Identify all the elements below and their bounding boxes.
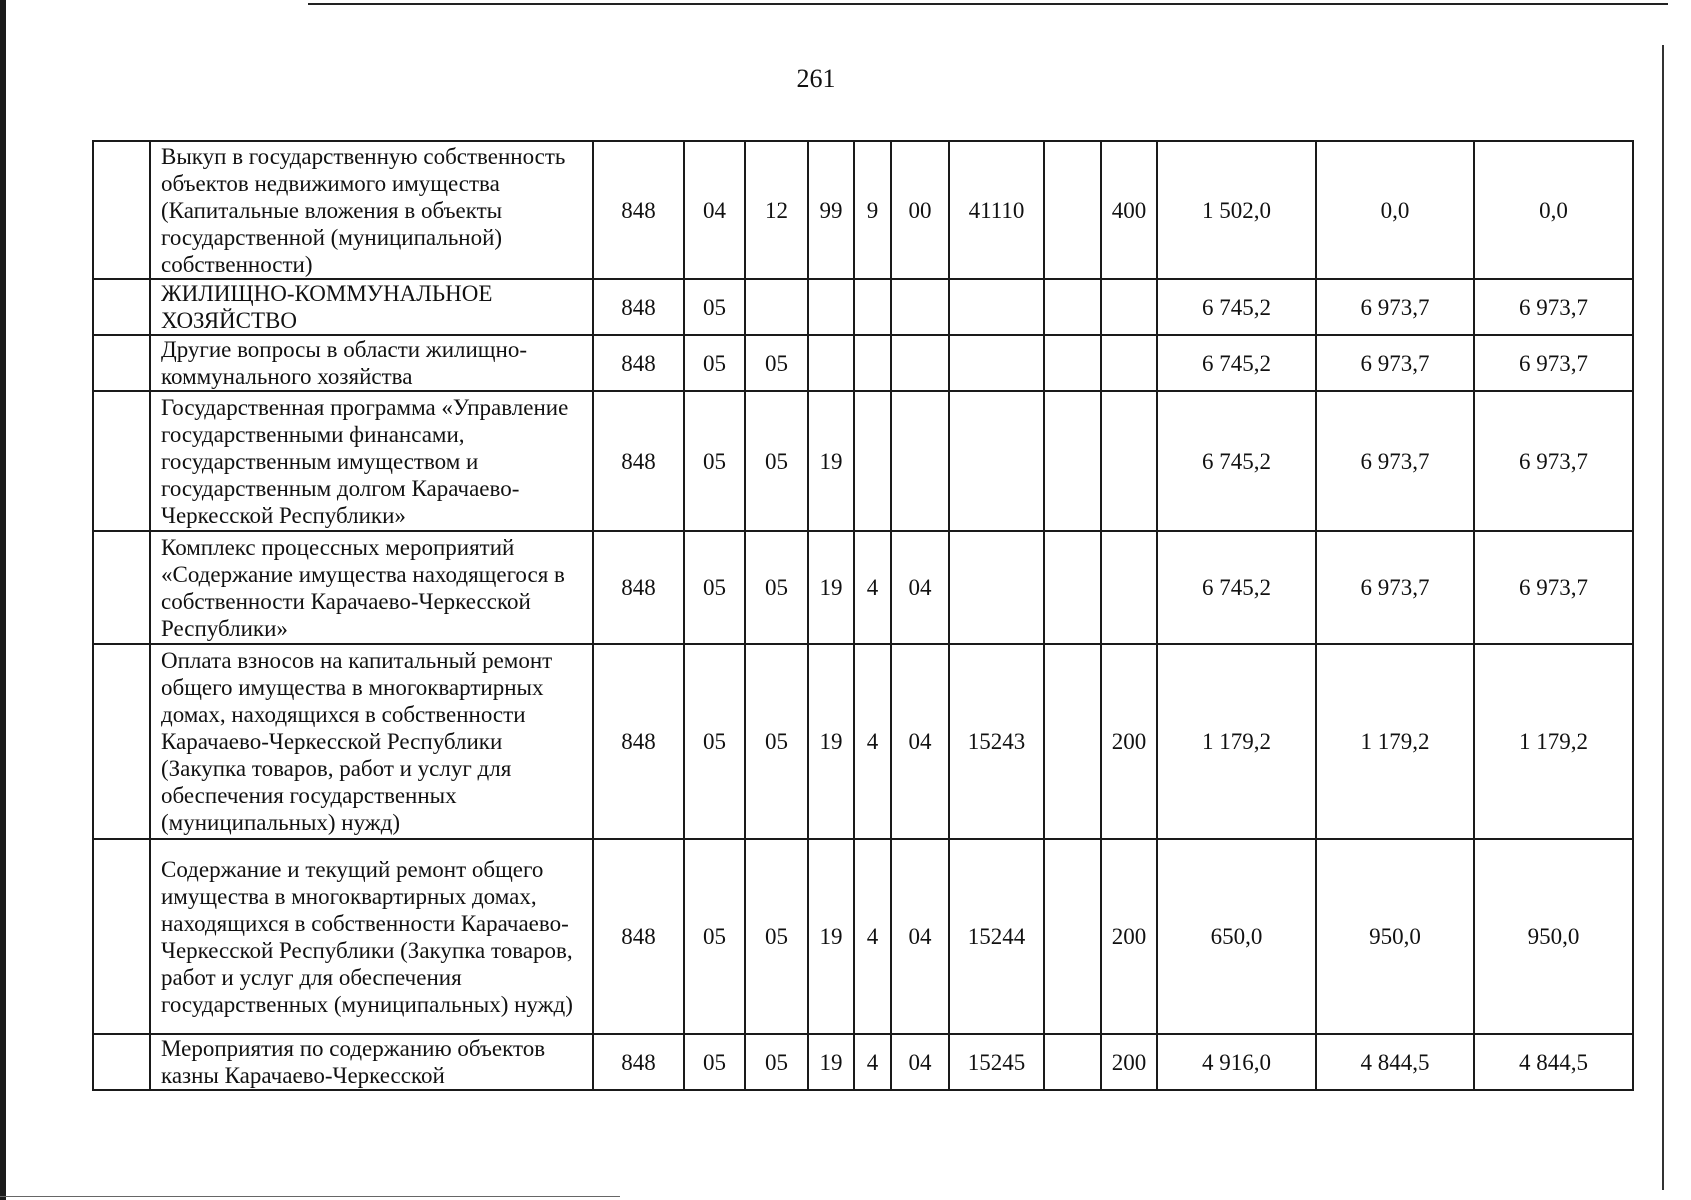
expense-type-code bbox=[1101, 335, 1157, 391]
program-code: 19 bbox=[808, 839, 854, 1034]
row-name: Выкуп в государственную собственность объектов недвижимого имущества (Капитальные вложения в объекты государственной (муниципальной) собственности) bbox=[150, 141, 593, 279]
amount-year-3: 6 973,7 bbox=[1474, 335, 1633, 391]
direction-code bbox=[949, 335, 1044, 391]
program-code: 99 bbox=[808, 141, 854, 279]
subprogram-code: 04 bbox=[891, 1034, 949, 1090]
amount-year-1: 650,0 bbox=[1157, 839, 1316, 1034]
row-name: Оплата взносов на капитальный ремонт общего имущества в многоквартирных домах, находящихся в собственности Карачаево-Черкесской Республики (Закупка товаров, работ и услуг для обеспечения государственных (муниципальных) нужд) bbox=[150, 644, 593, 839]
page-number: 261 bbox=[796, 64, 836, 93]
type-code: 4 bbox=[854, 531, 891, 644]
amount-year-2: 6 973,7 bbox=[1316, 391, 1474, 531]
expense-type-code bbox=[1101, 279, 1157, 335]
section-code: 05 bbox=[684, 839, 745, 1034]
subprogram-code: 00 bbox=[891, 141, 949, 279]
amount-year-2: 6 973,7 bbox=[1316, 279, 1474, 335]
subsection-code: 05 bbox=[745, 531, 808, 644]
subsection-code: 05 bbox=[745, 335, 808, 391]
extra-code bbox=[1044, 644, 1101, 839]
extra-code bbox=[1044, 141, 1101, 279]
scan-left-edge bbox=[0, 0, 6, 1200]
amount-year-3: 6 973,7 bbox=[1474, 279, 1633, 335]
blank-cell bbox=[93, 335, 150, 391]
subprogram-code bbox=[891, 391, 949, 531]
amount-year-2: 6 973,7 bbox=[1316, 531, 1474, 644]
amount-year-2: 4 844,5 bbox=[1316, 1034, 1474, 1090]
ved-code: 848 bbox=[593, 279, 684, 335]
section-code: 05 bbox=[684, 335, 745, 391]
row-name: Содержание и текущий ремонт общего имущества в многоквартирных домах, находящихся в собственности Карачаево-Черкесской Республики (Закупка товаров, работ и услуг для обеспечения государственных (муниципальных) нужд) bbox=[150, 839, 593, 1034]
subprogram-code: 04 bbox=[891, 531, 949, 644]
program-code bbox=[808, 335, 854, 391]
row-name: ЖИЛИЩНО-КОММУНАЛЬНОЕ ХОЗЯЙСТВО bbox=[150, 279, 593, 335]
subsection-code: 12 bbox=[745, 141, 808, 279]
expense-type-code: 400 bbox=[1101, 141, 1157, 279]
blank-cell bbox=[93, 1034, 150, 1090]
amount-year-2: 6 973,7 bbox=[1316, 335, 1474, 391]
ved-code: 848 bbox=[593, 1034, 684, 1090]
section-code: 05 bbox=[684, 1034, 745, 1090]
subprogram-code: 04 bbox=[891, 644, 949, 839]
row-name: Государственная программа «Управление государственными финансами, государственным имуществом и государственным долгом Карачаево-Черкесской Республики» bbox=[150, 391, 593, 531]
amount-year-1: 1 179,2 bbox=[1157, 644, 1316, 839]
section-code: 05 bbox=[684, 391, 745, 531]
budget-table bbox=[92, 140, 1634, 1091]
program-code: 19 bbox=[808, 531, 854, 644]
amount-year-1: 6 745,2 bbox=[1157, 279, 1316, 335]
section-code: 04 bbox=[684, 141, 745, 279]
amount-year-3: 950,0 bbox=[1474, 839, 1633, 1034]
scan-right-edge bbox=[1662, 45, 1664, 1190]
expense-type-code: 200 bbox=[1101, 1034, 1157, 1090]
subprogram-code bbox=[891, 279, 949, 335]
program-code bbox=[808, 279, 854, 335]
expense-type-code bbox=[1101, 391, 1157, 531]
blank-cell bbox=[93, 839, 150, 1034]
table-row bbox=[93, 335, 1633, 391]
type-code bbox=[854, 279, 891, 335]
subprogram-code: 04 bbox=[891, 839, 949, 1034]
ved-code: 848 bbox=[593, 335, 684, 391]
direction-code: 15245 bbox=[949, 1034, 1044, 1090]
table-row bbox=[93, 1034, 1633, 1090]
expense-type-code: 200 bbox=[1101, 644, 1157, 839]
direction-code: 15243 bbox=[949, 644, 1044, 839]
ved-code: 848 bbox=[593, 391, 684, 531]
extra-code bbox=[1044, 335, 1101, 391]
subsection-code: 05 bbox=[745, 839, 808, 1034]
blank-cell bbox=[93, 141, 150, 279]
extra-code bbox=[1044, 391, 1101, 531]
direction-code: 41110 bbox=[949, 141, 1044, 279]
blank-cell bbox=[93, 391, 150, 531]
subprogram-code bbox=[891, 335, 949, 391]
amount-year-3: 0,0 bbox=[1474, 141, 1633, 279]
table-row bbox=[93, 141, 1633, 279]
ved-code: 848 bbox=[593, 141, 684, 279]
amount-year-2: 950,0 bbox=[1316, 839, 1474, 1034]
expense-type-code bbox=[1101, 531, 1157, 644]
section-code: 05 bbox=[684, 279, 745, 335]
amount-year-1: 4 916,0 bbox=[1157, 1034, 1316, 1090]
row-name: Другие вопросы в области жилищно-коммунального хозяйства bbox=[150, 335, 593, 391]
amount-year-3: 1 179,2 bbox=[1474, 644, 1633, 839]
program-code: 19 bbox=[808, 644, 854, 839]
subsection-code: 05 bbox=[745, 1034, 808, 1090]
amount-year-2: 0,0 bbox=[1316, 141, 1474, 279]
row-name: Мероприятия по содержанию объектов казны Карачаево-Черкесской bbox=[150, 1034, 593, 1090]
row-name: Комплекс процессных мероприятий «Содержание имущества находящегося в собственности Карачаево-Черкесской Республики» bbox=[150, 531, 593, 644]
subsection-code: 05 bbox=[745, 644, 808, 839]
expense-type-code: 200 bbox=[1101, 839, 1157, 1034]
direction-code bbox=[949, 391, 1044, 531]
amount-year-1: 6 745,2 bbox=[1157, 391, 1316, 531]
subsection-code bbox=[745, 279, 808, 335]
type-code bbox=[854, 335, 891, 391]
ved-code: 848 bbox=[593, 839, 684, 1034]
section-code: 05 bbox=[684, 644, 745, 839]
ved-code: 848 bbox=[593, 531, 684, 644]
program-code: 19 bbox=[808, 391, 854, 531]
amount-year-3: 6 973,7 bbox=[1474, 391, 1633, 531]
type-code: 9 bbox=[854, 141, 891, 279]
extra-code bbox=[1044, 279, 1101, 335]
extra-code bbox=[1044, 531, 1101, 644]
type-code: 4 bbox=[854, 644, 891, 839]
subsection-code: 05 bbox=[745, 391, 808, 531]
blank-cell bbox=[93, 531, 150, 644]
type-code: 4 bbox=[854, 839, 891, 1034]
amount-year-2: 1 179,2 bbox=[1316, 644, 1474, 839]
amount-year-1: 6 745,2 bbox=[1157, 335, 1316, 391]
table-row bbox=[93, 839, 1633, 1034]
amount-year-3: 4 844,5 bbox=[1474, 1034, 1633, 1090]
extra-code bbox=[1044, 839, 1101, 1034]
table-row bbox=[93, 531, 1633, 644]
table-row bbox=[93, 644, 1633, 839]
scan-top-edge bbox=[308, 3, 1668, 5]
direction-code: 15244 bbox=[949, 839, 1044, 1034]
table-row bbox=[93, 391, 1633, 531]
amount-year-3: 6 973,7 bbox=[1474, 531, 1633, 644]
amount-year-1: 1 502,0 bbox=[1157, 141, 1316, 279]
blank-cell bbox=[93, 279, 150, 335]
extra-code bbox=[1044, 1034, 1101, 1090]
program-code: 19 bbox=[808, 1034, 854, 1090]
amount-year-1: 6 745,2 bbox=[1157, 531, 1316, 644]
direction-code bbox=[949, 531, 1044, 644]
table-row bbox=[93, 279, 1633, 335]
ved-code: 848 bbox=[593, 644, 684, 839]
direction-code bbox=[949, 279, 1044, 335]
type-code bbox=[854, 391, 891, 531]
type-code: 4 bbox=[854, 1034, 891, 1090]
section-code: 05 bbox=[684, 531, 745, 644]
scan-bottom-edge bbox=[0, 1196, 620, 1197]
blank-cell bbox=[93, 644, 150, 839]
